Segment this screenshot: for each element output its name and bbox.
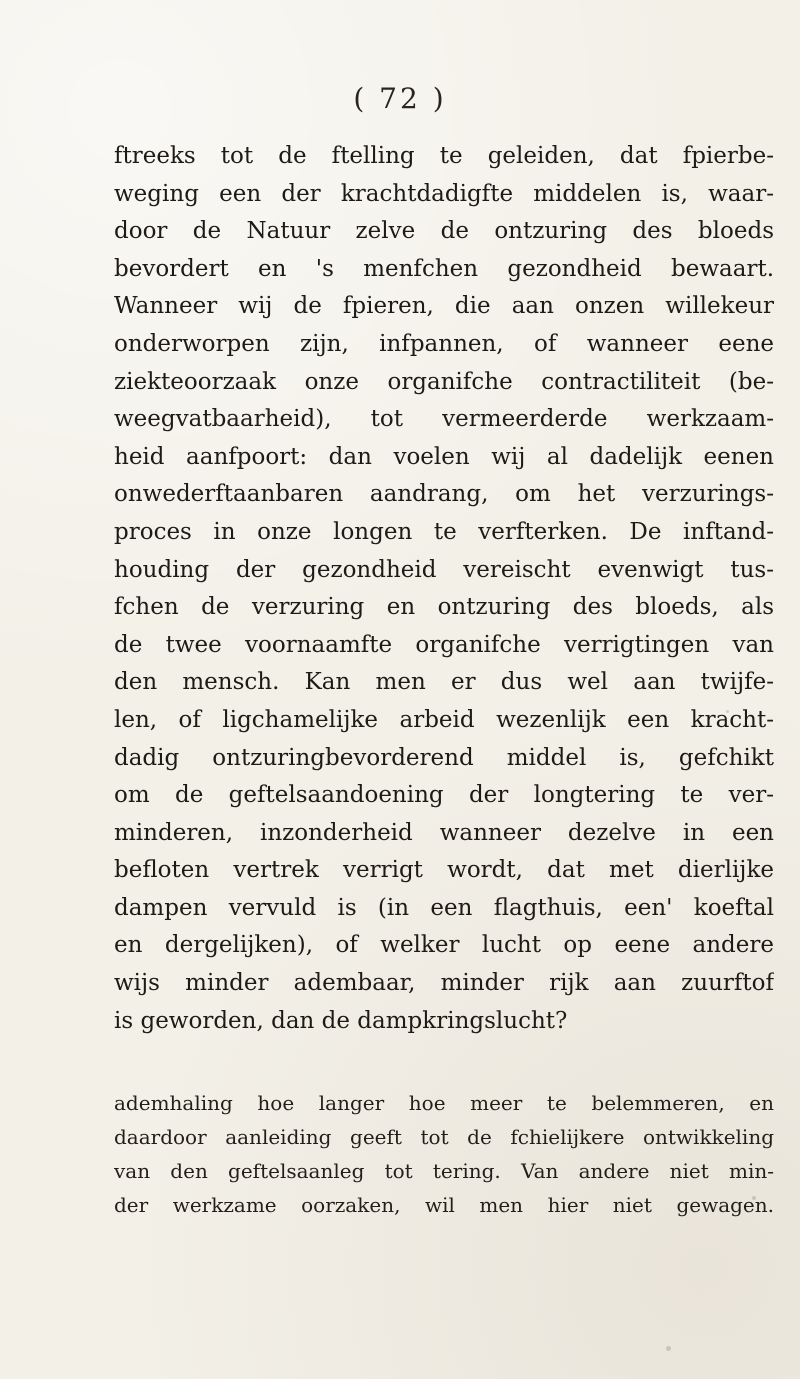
body-line: de twee voornaamfte organifche verrigtingen van (114, 631, 774, 658)
page-number: ( 72 ) (353, 82, 447, 115)
body-line: bevordert en 's menfchen gezondheid bewaart. (114, 255, 774, 282)
body-line: befloten vertrek verrigt wordt, dat met dierlijke (114, 857, 774, 884)
body-line: weegvatbaarheid), tot vermeerderde werkzaam- (114, 406, 774, 433)
body-line: weging een der krachtdadigfte middelen is, waar- (114, 180, 774, 207)
body-line: ziekteoorzaak onze organifche contractiliteit (be- (114, 368, 774, 395)
paper-speck (666, 1346, 671, 1351)
body-line: proces in onze longen te verfterken. De inftand- (114, 518, 774, 545)
body-line: en dergelijken), of welker lucht op eene andere (114, 932, 774, 959)
body-line: ftreeks tot de ftelling te geleiden, dat fpierbe- (114, 143, 774, 169)
body-text (114, 138, 774, 1040)
body-line: len, of ligchamelijke arbeid wezenlijk een kracht- (114, 706, 774, 733)
body-line: fchen de verzuring en ontzuring des bloeds, als (114, 594, 774, 621)
body-line: minderen, inzonderheid wanneer dezelve in een (114, 819, 774, 846)
paper-speck (752, 1196, 756, 1200)
body-line: dadig ontzuringbevorderend middel is, gefchikt (114, 744, 774, 771)
body-line: om de geftelsaandoening der longtering te ver- (114, 782, 774, 809)
body-line: wijs minder adembaar, minder rijk aan zuurftof (114, 970, 774, 997)
body-line: is geworden, dan de dampkringslucht? (114, 1007, 568, 1034)
body-line: onwederftaanbaren aandrang, om het verzurings- (114, 481, 774, 508)
footnote-line: van den geftelsaanleg tot tering. Van andere niet min- (114, 1159, 774, 1183)
body-line: houding der gezondheid vereischt evenwigt tus- (114, 556, 774, 583)
body-line: onderworpen zijn, infpannen, of wanneer eene (114, 330, 774, 357)
body-line: dampen vervuld is (in een flagthuis, een' koeftal (114, 894, 774, 921)
body-line: door de Natuur zelve de ontzuring des bloeds (114, 218, 774, 245)
footnote-line: daardoor aanleiding geeft tot de fchielijkere ontwikkeling (114, 1125, 774, 1149)
paper-speck (726, 710, 729, 713)
footnote-line: ademhaling hoe langer hoe meer te belemmeren, en (114, 1091, 774, 1115)
footnote (114, 1086, 774, 1222)
body-line: den mensch. Kan men er dus wel aan twijfe- (114, 669, 774, 696)
body-line: Wanneer wij de fpieren, die aan onzen willekeur (114, 293, 774, 320)
footnote-line: der werkzame oorzaken, wil men hier niet gewagen. (114, 1193, 774, 1217)
body-line: heid aanfpoort: dan voelen wij al dadelijk eenen (114, 443, 774, 470)
